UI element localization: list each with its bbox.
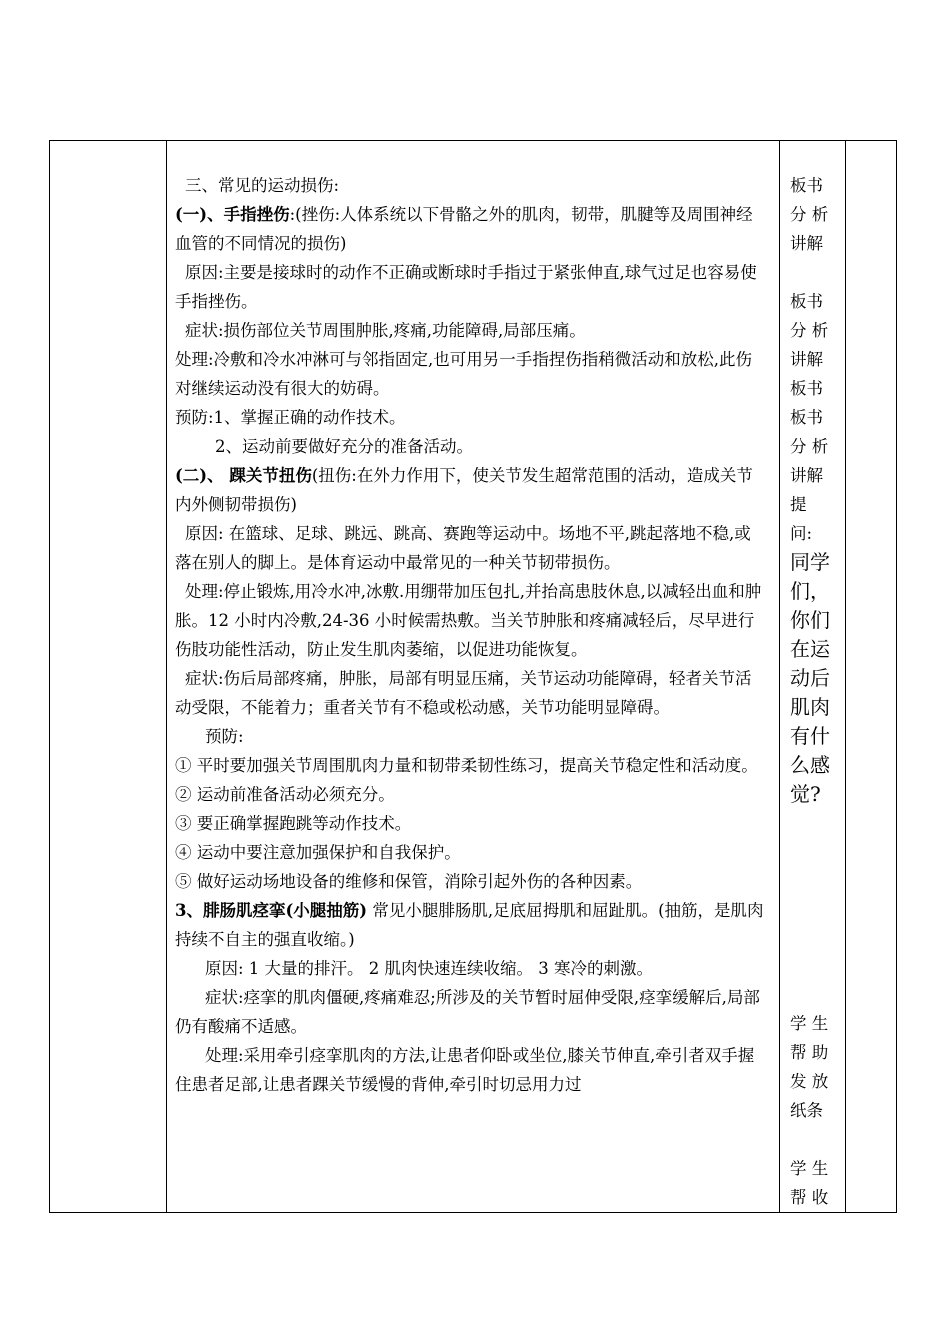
side-d1: 板书	[790, 408, 823, 427]
finger-prevent-1: 预防:1、掌握正确的动作技术。	[175, 408, 406, 427]
side-f4: 纸条	[790, 1101, 823, 1120]
ankle-prevent-label: 预防:	[205, 727, 244, 746]
cramp-symptom: 症状:痉挛的肌肉僵硬,疼痛难忍;所涉及的关节暂时屈伸受限,痉挛缓解后,局部仍有酸痛不适感。	[175, 988, 760, 1036]
content-cell	[167, 141, 780, 1213]
side-d2: 分 析	[790, 437, 829, 456]
side-a2: 分 析	[790, 205, 829, 224]
ankle-sprain-heading: (二)、 踝关节扭伤	[175, 466, 312, 485]
side-g1: 学 生	[790, 1159, 829, 1178]
side-e2: 问:	[790, 524, 813, 543]
finger-prevent-2: 2、运动前要做好充分的准备活动。	[215, 437, 473, 456]
lesson-table	[49, 140, 897, 1213]
cramp-paragraph: 3、腓肠肌痉挛(小腿抽筋) 常见小腿腓肠肌,足底屈拇肌和屈趾肌。(抽筋，是肌肉持续不自主的强直收缩。)	[175, 901, 764, 949]
cramp-treatment: 处理:采用牵引痉挛肌肉的方法,让患者仰卧或坐位,膝关节伸直,牵引者双手握住患者足部,让患者踝关节缓慢的背伸,牵引时切忌用力过	[175, 1046, 755, 1094]
ankle-prevent-2: ② 运动前准备活动必须充分。	[175, 785, 395, 804]
side-a3: 讲解	[790, 234, 823, 253]
side-b2: 分 析	[790, 321, 829, 340]
finger-sprain-heading: (一)、手指挫伤	[175, 205, 290, 224]
finger-sprain-paragraph: (一)、手指挫伤:(挫伤:人体系统以下骨骼之外的肌肉，韧带，肌腱等及周围神经血管的不同情况的损伤)	[175, 205, 753, 253]
side-g2: 帮 收	[790, 1188, 829, 1207]
ankle-prevent-3: ③ 要正确掌握跑跳等动作技术。	[175, 814, 412, 833]
side-question: 同学们，你们在运动后肌肉有什么感觉?	[790, 550, 830, 806]
side-b3: 讲解	[790, 350, 823, 369]
finger-symptom: 症状:损伤部位关节周围肿胀,疼痛,功能障碍,局部压痛。	[185, 321, 586, 340]
side-e1: 提	[790, 495, 807, 514]
side-f1: 学 生	[790, 1014, 829, 1033]
left-blank-cell	[50, 141, 167, 1213]
ankle-cause: 原因: 在篮球、足球、跳远、跳高、赛跑等运动中。场地不平,跳起落地不稳,或落在别人的脚上。是体育运动中最常见的一种关节韧带损伤。	[175, 524, 751, 572]
side-b1: 板书	[790, 292, 823, 311]
ankle-prevent-1: ① 平时要加强关节周围肌肉力量和韧带柔韧性练习，提高关节稳定性和活动度。	[175, 756, 758, 775]
side-f2: 帮 助	[790, 1043, 829, 1062]
side-c1: 板书	[790, 379, 823, 398]
method-cell	[780, 141, 846, 1213]
section-title: 三、常见的运动损伤:	[185, 176, 340, 195]
side-d3: 讲解	[790, 466, 823, 485]
finger-cause: 原因:主要是接球时的动作不正确或断球时手指过于紧张伸直,球气过足也容易使手指挫伤。	[175, 263, 757, 311]
right-blank-cell	[846, 141, 897, 1213]
ankle-sprain-paragraph: (二)、 踝关节扭伤(扭伤:在外力作用下，使关节发生超常范围的活动，造成关节内外侧韧带损伤)	[175, 466, 753, 514]
side-a1: 板书	[790, 176, 823, 195]
side-f3: 发 放	[790, 1072, 829, 1091]
ankle-symptom: 症状:伤后局部疼痛，肿胀，局部有明显压痛，关节运动功能障碍，轻者关节活动受限，不能着力；重者关节有不稳或松动感，关节功能明显障碍。	[175, 669, 752, 717]
ankle-prevent-4: ④ 运动中要注意加强保护和自我保护。	[175, 843, 461, 862]
finger-treatment: 处理:冷敷和冷水冲淋可与邻指固定,也可用另一手指捏伤指稍微活动和放松,此伤对继续运动没有很大的妨碍。	[175, 350, 753, 398]
ankle-treatment: 处理:停止锻炼,用冷水冲,冰敷.用绷带加压包扎,并抬高患肢休息,以减轻出血和肿胀。12 小时内冷敷,24-36 小时候需热敷。当关节肿胀和疼痛减轻后，尽早进行伤肢功能性活动，防止发生肌肉萎缩，以促进功能恢复。	[175, 582, 762, 659]
ankle-prevent-5: ⑤ 做好运动场地设备的维修和保管，消除引起外伤的各种因素。	[175, 872, 643, 891]
cramp-cause: 原因: 1 大量的排汗。 2 肌肉快速连续收缩。 3 寒冷的刺激。	[205, 959, 654, 978]
cramp-heading: 3、腓肠肌痉挛(小腿抽筋)	[175, 901, 368, 920]
